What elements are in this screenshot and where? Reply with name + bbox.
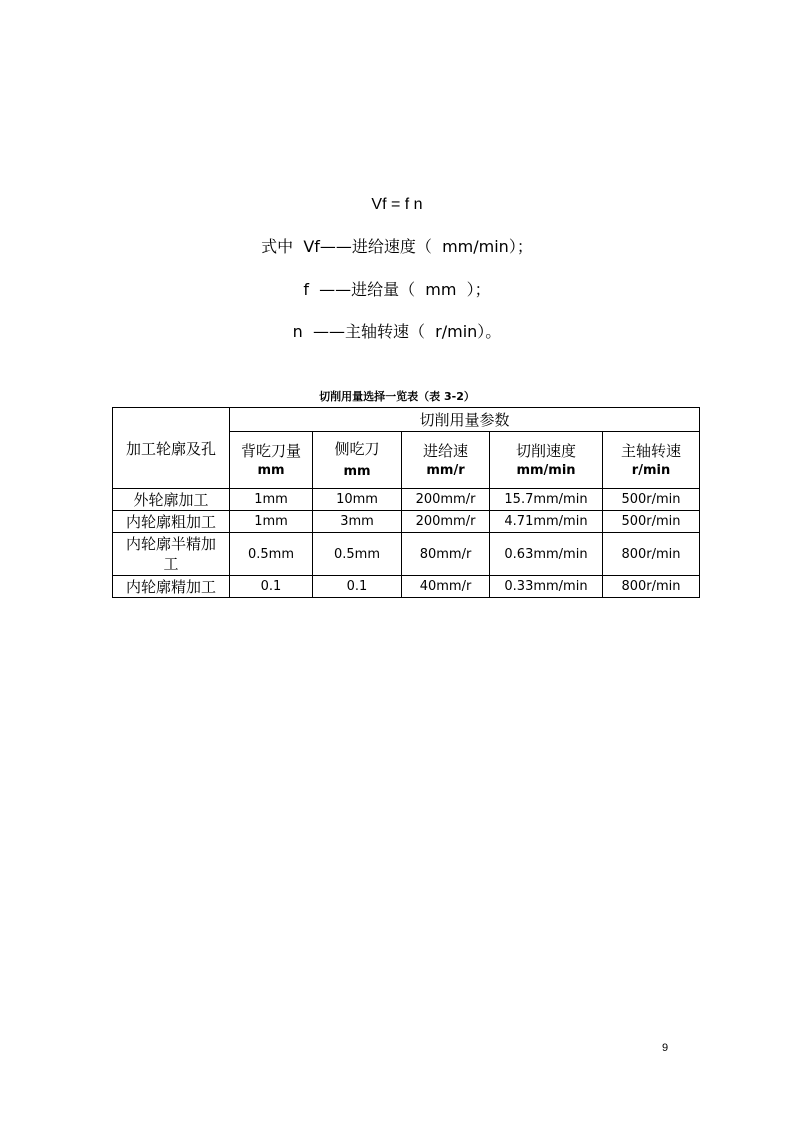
cutting-parameters-table xyxy=(112,407,700,598)
table-row xyxy=(113,533,700,576)
row-name-cell: 内轮廓粗加工 xyxy=(113,511,230,533)
page-number: 9 xyxy=(662,1042,669,1054)
table-caption: 切削用量选择一览表（表 3-2） xyxy=(319,390,475,403)
table-cell: 3mm xyxy=(313,511,402,533)
table-cell: 500r/min xyxy=(603,489,700,511)
row-header-cell: 加工轮廓及孔 xyxy=(113,408,230,489)
column-header-label: 切削速度 xyxy=(515,441,576,460)
table-cell: 800r/min xyxy=(603,576,700,598)
column-header-label: 侧吃刀 xyxy=(334,440,380,458)
column-header-depth xyxy=(230,432,313,489)
column-header-label: 进给速 xyxy=(422,441,468,460)
group-header-cell: 切削用量参数 xyxy=(230,408,700,432)
row-name-cell: 外轮廓加工 xyxy=(113,489,230,511)
column-header-unit: mm/r xyxy=(426,462,465,478)
table-cell: 1mm xyxy=(230,511,313,533)
table-cell: 500r/min xyxy=(603,511,700,533)
table-cell: 0.63mm/min xyxy=(490,533,603,576)
column-header-unit: mm/min xyxy=(516,462,576,478)
table-row xyxy=(113,489,700,511)
column-header-label: 主轴转速 xyxy=(620,441,681,460)
table-cell: 0.5mm xyxy=(313,533,402,576)
table-cell: 200mm/r xyxy=(402,511,490,533)
table-cell: 80mm/r xyxy=(402,533,490,576)
table-cell: 200mm/r xyxy=(402,489,490,511)
table-cell: 1mm xyxy=(230,489,313,511)
table-cell: 40mm/r xyxy=(402,576,490,598)
column-header-spindle-speed xyxy=(603,432,700,489)
table-cell: 4.71mm/min xyxy=(490,511,603,533)
column-header-side-depth xyxy=(313,432,402,489)
table-cell: 0.1 xyxy=(230,576,313,598)
table-cell: 0.33mm/min xyxy=(490,576,603,598)
table-row xyxy=(113,576,700,598)
table-cell: 10mm xyxy=(313,489,402,511)
column-header-feed xyxy=(402,432,490,489)
table-cell: 0.5mm xyxy=(230,533,313,576)
formula-main: Vf = f n xyxy=(371,196,423,213)
table-row xyxy=(113,511,700,533)
formula-n-definition: n ——主轴转速（ r/min）。 xyxy=(292,322,502,341)
row-name-cell: 内轮廓精加工 xyxy=(113,576,230,598)
column-header-cutting-speed xyxy=(490,432,603,489)
table-cell: 15.7mm/min xyxy=(490,489,603,511)
column-header-unit: mm xyxy=(343,464,371,479)
formula-vf-definition: 式中 Vf——进给速度（ mm/min）； xyxy=(261,237,533,256)
column-header-unit: r/min xyxy=(631,462,671,478)
column-header-label: 背吃刀量 xyxy=(240,441,301,460)
column-header-unit: mm xyxy=(257,462,285,478)
row-name-cell: 内轮廓半精加工 xyxy=(113,533,230,576)
formula-f-definition: f ——进给量（ mm ）； xyxy=(303,280,491,299)
table-cell: 0.1 xyxy=(313,576,402,598)
table-cell: 800r/min xyxy=(603,533,700,576)
